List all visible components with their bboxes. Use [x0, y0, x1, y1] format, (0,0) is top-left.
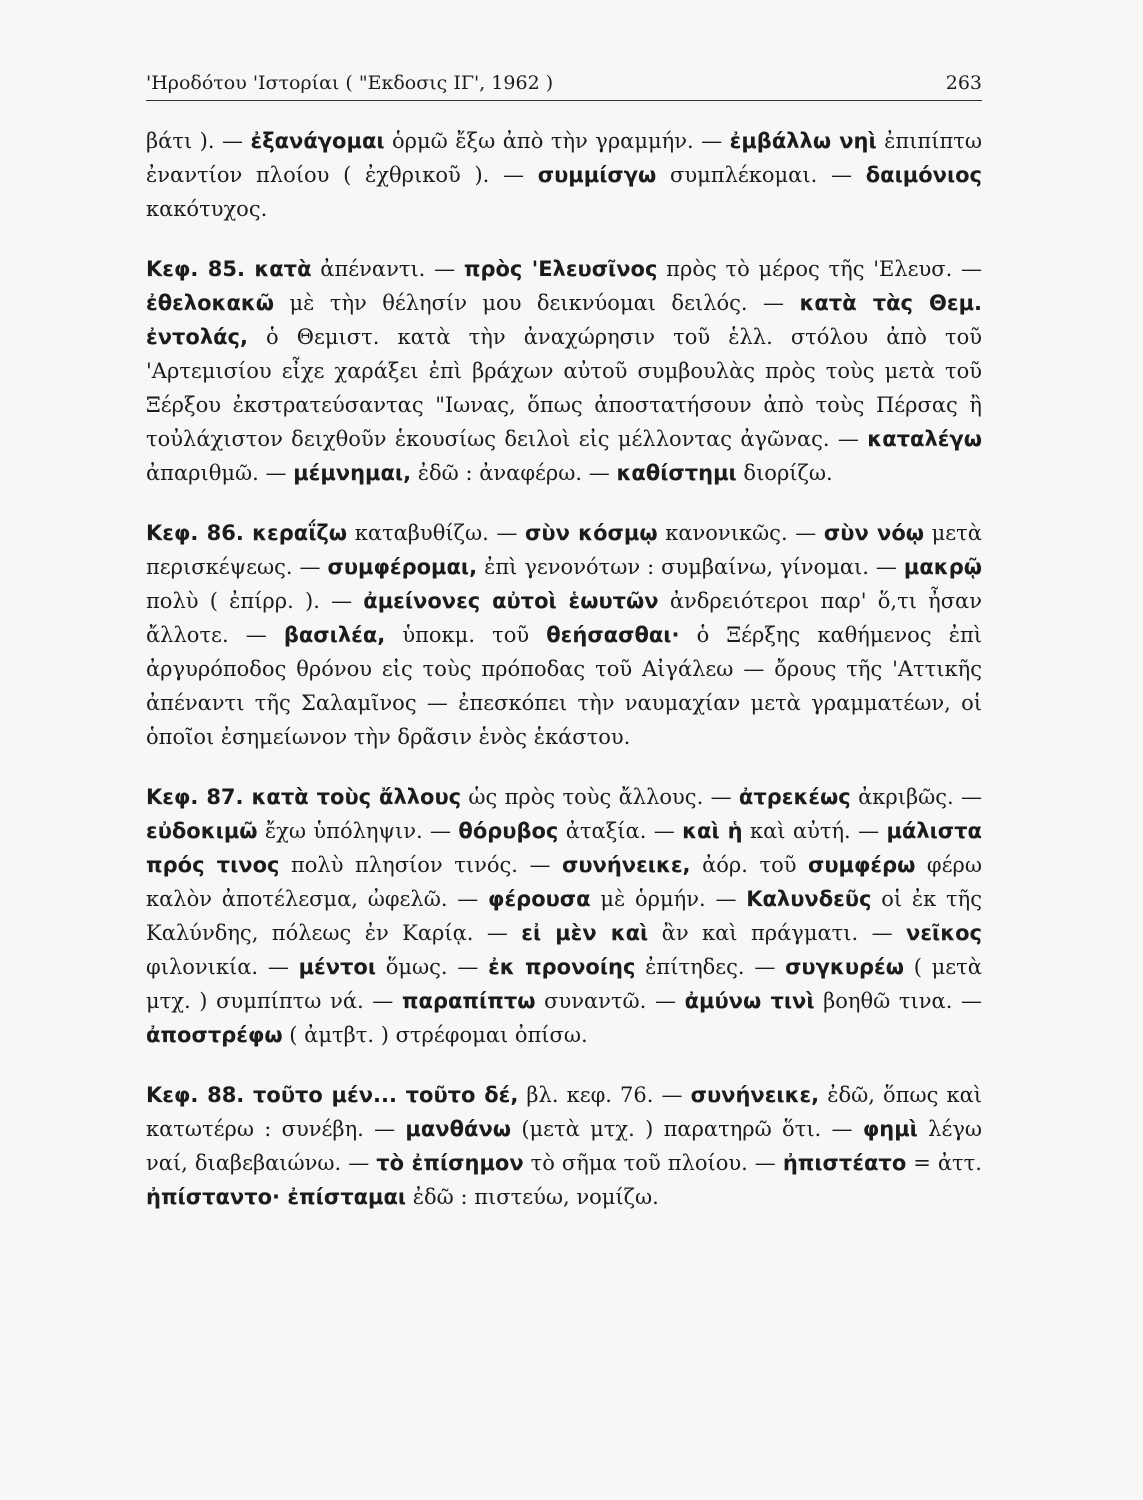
lemma-term: εἰ μὲν καὶ: [521, 921, 649, 945]
lemma-term: εὐδοκιμῶ: [146, 819, 258, 843]
gloss-text: πολὺ ( ἐπίρρ. ). —: [146, 589, 364, 613]
gloss-text: βάτι ). —: [146, 129, 251, 153]
paragraph-chapter-85: [146, 252, 982, 490]
lemma-term: συνήνεικε,: [690, 1083, 820, 1107]
gloss-text: βλ. κεφ. 76. —: [518, 1083, 691, 1107]
lemma-term: Κεφ. 87. κατὰ τοὺς ἄλλους: [146, 785, 462, 809]
gloss-text: λέγω ναί, διαβεβαιώνω. —: [146, 1117, 983, 1175]
lemma-term: ἐξανάγομαι: [250, 129, 385, 153]
gloss-text: ἔχω ὑπόληψιν. —: [257, 819, 459, 843]
lemma-term: μάλιστα πρός τινος: [146, 819, 982, 877]
page-number: 263: [945, 72, 982, 94]
lemma-term: ἐκ προνοίης: [488, 955, 636, 979]
lemma-term: δαιμόνιος: [865, 163, 982, 187]
gloss-text: μὲ ὁρμήν. —: [590, 887, 747, 911]
lemma-term: Κεφ. 85. κατὰ: [146, 257, 312, 281]
gloss-text: μὲ τὴν θέλησίν μου δεικνύομαι δειλός. —: [274, 291, 800, 315]
paragraph-chapter-88: [146, 1078, 982, 1214]
lemma-term: μανθάνω: [405, 1117, 512, 1141]
lemma-term: ἀμύνω τινὶ: [684, 989, 815, 1013]
lemma-term: καθίστημι: [616, 461, 737, 485]
lemma-term: θεήσασθαι·: [546, 623, 680, 647]
lemma-term: Καλυνδεῦς: [746, 887, 872, 911]
lemma-term: Κεφ. 88. τοῦτο μέν... τοῦτο δέ,: [146, 1083, 519, 1107]
gloss-text: καὶ αὐτή. —: [742, 819, 887, 843]
lemma-term: μέμνημαι,: [293, 461, 412, 485]
gloss-text: πρὸς τὸ μέρος τῆς 'Ελευσ. —: [657, 257, 983, 281]
lemma-term: συνήνεικε,: [561, 853, 691, 877]
gloss-text: ὁ Ξέρξης καθήμενος ἐπὶ ἀργυρόποδος θρόνου εἰς τοὺς πρόποδας τοῦ Αἰγάλεω — ὄρους τῆς 'Αττικῆς ἀπέναντι τῆς Σαλαμῖνος — ἐπεσκόπει τὴν ναυμαχίαν μετὰ γραμματέων, οἱ ὁποῖοι ἐσημείωνον τὴν δρᾶσιν ἑνὸς ἑκάστου.: [146, 623, 982, 749]
lemma-term: ἀτρεκέως: [738, 785, 851, 809]
gloss-text: ἐπίτηδες. —: [635, 955, 786, 979]
gloss-text: ὑποκμ. τοῦ: [385, 623, 547, 647]
gloss-text: ἀνδρειότεροι παρ' ὅ,τι ἦσαν ἄλλοτε. —: [146, 589, 983, 647]
gloss-text: = ἀττ.: [906, 1151, 982, 1175]
gloss-text: ἐδῶ : πιστεύω, νομίζω.: [406, 1185, 659, 1209]
lemma-term: φημὶ: [862, 1117, 918, 1141]
gloss-text: ἀπαριθμῶ. —: [146, 461, 294, 485]
gloss-text: ὡς πρὸς τοὺς ἄλλους. —: [461, 785, 739, 809]
lemma-term: παραπίπτω: [401, 989, 536, 1013]
gloss-text: μετὰ περισκέψεως. —: [146, 521, 982, 579]
paragraph-chapter-86: [146, 516, 982, 754]
paragraph-chapter-87: [146, 780, 982, 1052]
lemma-term: πρὸς 'Ελευσῖνος: [463, 257, 658, 281]
lemma-term: μέντοι: [298, 955, 377, 979]
lemma-term: καταλέγω: [867, 427, 982, 451]
running-header: [146, 72, 982, 101]
gloss-text: ἐπὶ γενονότων : συμβαίνω, γίνομαι. —: [477, 555, 904, 579]
lemma-term: συμφέρομαι,: [327, 555, 478, 579]
lemma-term: ἠπιστέατο: [782, 1151, 907, 1175]
lemma-term: κατὰ τὰς Θεμ. ἐντολάς,: [146, 291, 983, 349]
lemma-term: συμμίσγω: [537, 163, 657, 187]
lemma-term: σὺν κόσμῳ: [525, 521, 658, 545]
gloss-text: συναντῶ. —: [535, 989, 685, 1013]
gloss-text: ( ἀμτβτ. ) στρέφομαι ὀπίσω.: [282, 1023, 588, 1047]
gloss-text: ὁ Θεμιστ. κατὰ τὴν ἀναχώρησιν τοῦ ἑλλ. στόλου ἀπὸ τοῦ 'Αρτεμισίου εἶχε χαράξει ἐπὶ βράχων αὐτοῦ συμβουλὰς πρὸς τοὺς μετὰ τοῦ Ξέρξου ἐκστρατεύσαντας "Ιωνας, ὅπως ἀποστατήσουν ἀπὸ τοὺς Πέρσας ἢ τοὐλάχιστον δειχθοῦν ἑκουσίως δειλοὶ εἰς μέλλοντας ἀγῶνας. —: [146, 325, 982, 451]
lemma-term: φέρουσα: [488, 887, 591, 911]
lemma-term: τὸ ἐπίσημον: [376, 1151, 524, 1175]
lemma-term: καὶ ἡ: [682, 819, 743, 843]
gloss-text: βοηθῶ τινα. —: [814, 989, 982, 1013]
lemma-term: ἀμείνονες αὐτοὶ ἑωυτῶν: [363, 589, 659, 613]
gloss-text: πολὺ πλησίον τινός. —: [279, 853, 562, 877]
gloss-text: ( μετὰ μτχ. ) συμπίπτω νά. —: [146, 955, 982, 1013]
gloss-text: ἐπιπίπτω ἐναντίον πλοίου ( ἐχθρικοῦ ). —: [146, 129, 983, 187]
gloss-text: φέρω καλὸν ἀποτέλεσμα, ὠφελῶ. —: [146, 853, 982, 911]
gloss-text: κακότυχος.: [146, 197, 268, 221]
lemma-term: ἠπίσταντο· ἐπίσταμαι: [146, 1185, 407, 1209]
lemma-term: μακρῷ: [903, 555, 983, 579]
lemma-term: ἐμβάλλω νηὶ: [729, 129, 877, 153]
gloss-text: καταβυθίζω. —: [347, 521, 526, 545]
lemma-term: σὺν νόῳ: [823, 521, 925, 545]
lemma-term: ἀποστρέφω: [146, 1023, 283, 1047]
gloss-text: κανονικῶς. —: [657, 521, 824, 545]
gloss-text: ὅμως. —: [376, 955, 489, 979]
gloss-text: ἀταξία. —: [558, 819, 683, 843]
gloss-text: οἱ ἐκ τῆς Καλύνδης, πόλεως ἐν Καρίᾳ. —: [146, 887, 982, 945]
commentary-body: [146, 124, 982, 1214]
gloss-text: διορίζω.: [736, 461, 833, 485]
lemma-term: θόρυβος: [458, 819, 559, 843]
gloss-text: ἀκριβῶς. —: [850, 785, 982, 809]
gloss-text: (μετὰ μτχ. ) παρατηρῶ ὅτι. —: [511, 1117, 863, 1141]
lemma-term: συμφέρω: [808, 853, 916, 877]
lemma-term: ἐθελοκακῶ: [146, 291, 275, 315]
paragraph-intro: [146, 124, 982, 226]
lemma-term: βασιλέα,: [283, 623, 386, 647]
gloss-text: ἂν καὶ πράγματι. —: [648, 921, 907, 945]
lemma-term: νεῖκος: [906, 921, 982, 945]
running-title: 'Ηροδότου 'Ιστορίαι ( "Εκδοσις ΙΓ', 1962 ): [146, 72, 554, 94]
gloss-text: τὸ σῆμα τοῦ πλοίου. —: [523, 1151, 783, 1175]
gloss-text: ἐδῶ, ὅπως καὶ κατωτέρω : συνέβη. —: [146, 1083, 982, 1141]
gloss-text: ἀπέναντι. —: [311, 257, 464, 281]
lemma-term: συγκυρέω: [785, 955, 904, 979]
gloss-text: φιλονικία. —: [146, 955, 299, 979]
gloss-text: ἀόρ. τοῦ: [690, 853, 809, 877]
lemma-term: Κεφ. 86. κεραΐζω: [146, 521, 348, 545]
gloss-text: ὁρμῶ ἔξω ἀπὸ τὴν γραμμήν. —: [384, 129, 730, 153]
gloss-text: ἐδῶ : ἀναφέρω. —: [411, 461, 617, 485]
gloss-text: συμπλέκομαι. —: [656, 163, 866, 187]
